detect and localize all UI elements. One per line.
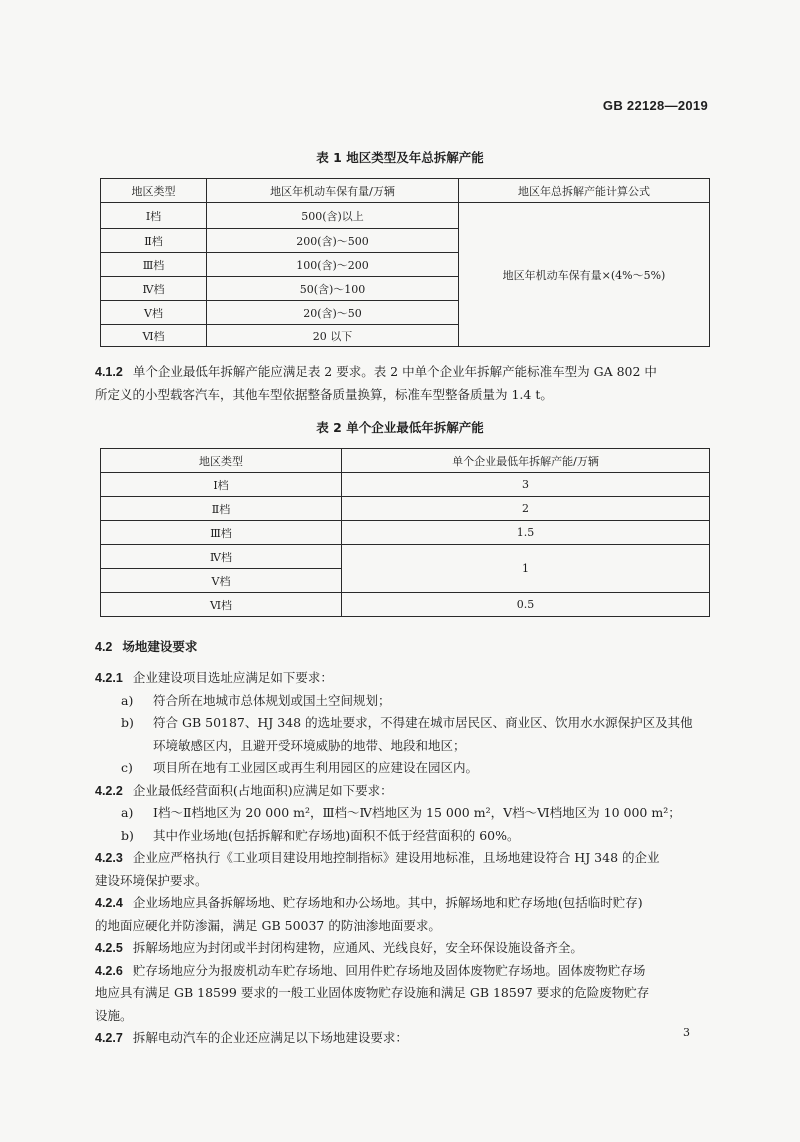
- list-item: [95, 757, 707, 780]
- list-marker: b): [121, 827, 134, 843]
- clause-text: 地应具有满足 GB 18599 要求的一般工业固体废物贮存设施和满足 GB 18597 要求的危险废物贮存: [95, 985, 650, 1000]
- clause-number: 4.2.4: [95, 896, 123, 910]
- table1-type-cell: Ⅴ档: [101, 301, 207, 325]
- list-item-text: 其中作业场地(包括拆解和贮存场地)面积不低于经营面积的 60%。: [153, 827, 520, 843]
- table2-type-cell: Ⅰ档: [101, 473, 342, 497]
- table2-type-cell: Ⅱ档: [101, 497, 342, 521]
- list-marker: b): [121, 715, 134, 730]
- list-marker: c): [121, 760, 133, 775]
- clause-text: 的地面应硬化并防渗漏，满足 GB 50037 的防油渗地面要求。: [95, 917, 441, 933]
- list-item: [95, 690, 707, 713]
- table2-type-cell: Ⅵ档: [101, 593, 342, 617]
- clause-text: 企业最低经营面积(占地面积)应满足如下要求：: [132, 782, 393, 798]
- table1-caption: 表 1 地区类型及年总拆解产能: [316, 150, 484, 165]
- clause-text: 单个企业最低年拆解产能应满足表 2 要求。表 2 中单个企业年拆解产能标准车型为 GA 802 中: [132, 364, 657, 379]
- table1-header-cell: 地区类型: [101, 179, 207, 203]
- standard-code: GB 22128—2019: [602, 98, 708, 113]
- clause-text: 企业场地应具备拆解场地、贮存场地和办公场地。其中，拆解场地和贮存场地(包括临时贮存): [132, 895, 643, 910]
- page-number: 3: [683, 1026, 690, 1039]
- clause-text: 企业应严格执行《工业项目建设用地控制指标》建设用地标准，且场地建设符合 HJ 348 的企业: [132, 850, 660, 865]
- table1-formula-cell: 地区年机动车保有量×(4%～5%): [459, 203, 710, 347]
- table2-header-cell: 单个企业最低年拆解产能/万辆: [342, 449, 710, 473]
- section-title: 场地建设要求: [122, 639, 198, 654]
- list-item-text: Ⅰ档～Ⅱ档地区为 20 000 m²，Ⅲ档～Ⅳ档地区为 15 000 m²，Ⅴ档～Ⅵ档地区为 10 000 m²；: [153, 805, 681, 820]
- clause-text: 设施。: [95, 1007, 133, 1023]
- list-item: [95, 802, 707, 825]
- table2-value-cell: 2: [342, 497, 710, 521]
- table1-count-cell: 20 以下: [207, 325, 459, 347]
- clause-text: 建设环境保护要求。: [95, 872, 208, 888]
- list-item-text: 符合所在地城市总体规划或国土空间规划；: [153, 692, 391, 708]
- clause-number: 4.2.2: [95, 783, 123, 798]
- table1-count-cell: 50(含)～100: [207, 277, 459, 301]
- section-4-2-heading: [95, 636, 707, 659]
- clause-number: 4.1.2: [95, 365, 123, 379]
- list-item-continuation: [95, 735, 707, 758]
- table1-type-cell: Ⅲ档: [101, 253, 207, 277]
- table2-type-cell: Ⅳ档: [101, 545, 342, 569]
- table1-type-cell: Ⅰ档: [101, 203, 207, 229]
- clause-number: 4.2.1: [95, 671, 123, 685]
- table2-value-cell: 0.5: [342, 593, 710, 617]
- table2-value-cell: 1.5: [342, 521, 710, 545]
- clause-number: 4.2.3: [95, 851, 123, 865]
- table1-type-cell: Ⅳ档: [101, 277, 207, 301]
- clause-number: 4.2.6: [95, 963, 123, 978]
- list-item: [95, 825, 707, 848]
- list-item-text: 环境敏感区内，且避开受环境威胁的地带、地段和地区；: [153, 737, 466, 753]
- table2: [100, 448, 710, 617]
- table-row: [101, 497, 710, 521]
- clause-text: 企业建设项目选址应满足如下要求：: [132, 670, 333, 685]
- clauses-4-2: [95, 667, 707, 1050]
- clause-4-1-2: [95, 361, 707, 406]
- clause-text: 拆解场地应为封闭或半封闭构建物，应通风、光线良好，安全环保设施设备齐全。: [132, 940, 583, 955]
- table-row: [101, 473, 710, 497]
- table1-header-row: [101, 179, 710, 203]
- table1-type-cell: Ⅱ档: [101, 229, 207, 253]
- table1-count-cell: 100(含)～200: [207, 253, 459, 277]
- table1-header-cell: 地区年总拆解产能计算公式: [459, 179, 710, 203]
- table2-caption: 表 2 单个企业最低年拆解产能: [316, 420, 484, 435]
- table1-count-cell: 200(含)～500: [207, 229, 459, 253]
- table2-value-cell: 3: [342, 473, 710, 497]
- list-marker: a): [121, 805, 134, 820]
- section-number: 4.2: [95, 640, 113, 654]
- clause-text: 所定义的小型载客汽车，其他车型依据整备质量换算，标准车型整备质量为 1.4 t。: [95, 386, 553, 402]
- clause-number: 4.2.5: [95, 941, 123, 955]
- table2-value-cell: 1: [342, 545, 710, 593]
- table2-header-cell: 地区类型: [101, 449, 342, 473]
- table1-header-cell: 地区年机动车保有量/万辆: [207, 179, 459, 203]
- table1-type-cell: Ⅵ档: [101, 325, 207, 347]
- table-row: [101, 203, 710, 229]
- table2-header-row: [101, 449, 710, 473]
- table-row: [101, 521, 710, 545]
- list-item-text: 项目所在地有工业园区或再生利用园区的应建设在园区内。: [153, 760, 479, 775]
- table2-type-cell: Ⅲ档: [101, 521, 342, 545]
- table1-count-cell: 500(含)以上: [207, 203, 459, 229]
- clause-text: 拆解电动汽车的企业还应满足以下场地建设要求：: [132, 1030, 408, 1045]
- list-marker: a): [121, 692, 134, 708]
- clause-number: 4.2.7: [95, 1031, 123, 1045]
- table-row: [101, 593, 710, 617]
- list-item: [95, 712, 707, 735]
- table-row: [101, 545, 710, 569]
- clause-text: 贮存场地应分为报废机动车贮存场地、回用件贮存场地及固体废物贮存场地。固体废物贮存场: [132, 962, 646, 978]
- table2-type-cell: Ⅴ档: [101, 569, 342, 593]
- table1: [100, 178, 710, 347]
- table1-count-cell: 20(含)～50: [207, 301, 459, 325]
- list-item-text: 符合 GB 50187、HJ 348 的选址要求，不得建在城市居民区、商业区、饮用水水源保护区及其他: [153, 715, 693, 730]
